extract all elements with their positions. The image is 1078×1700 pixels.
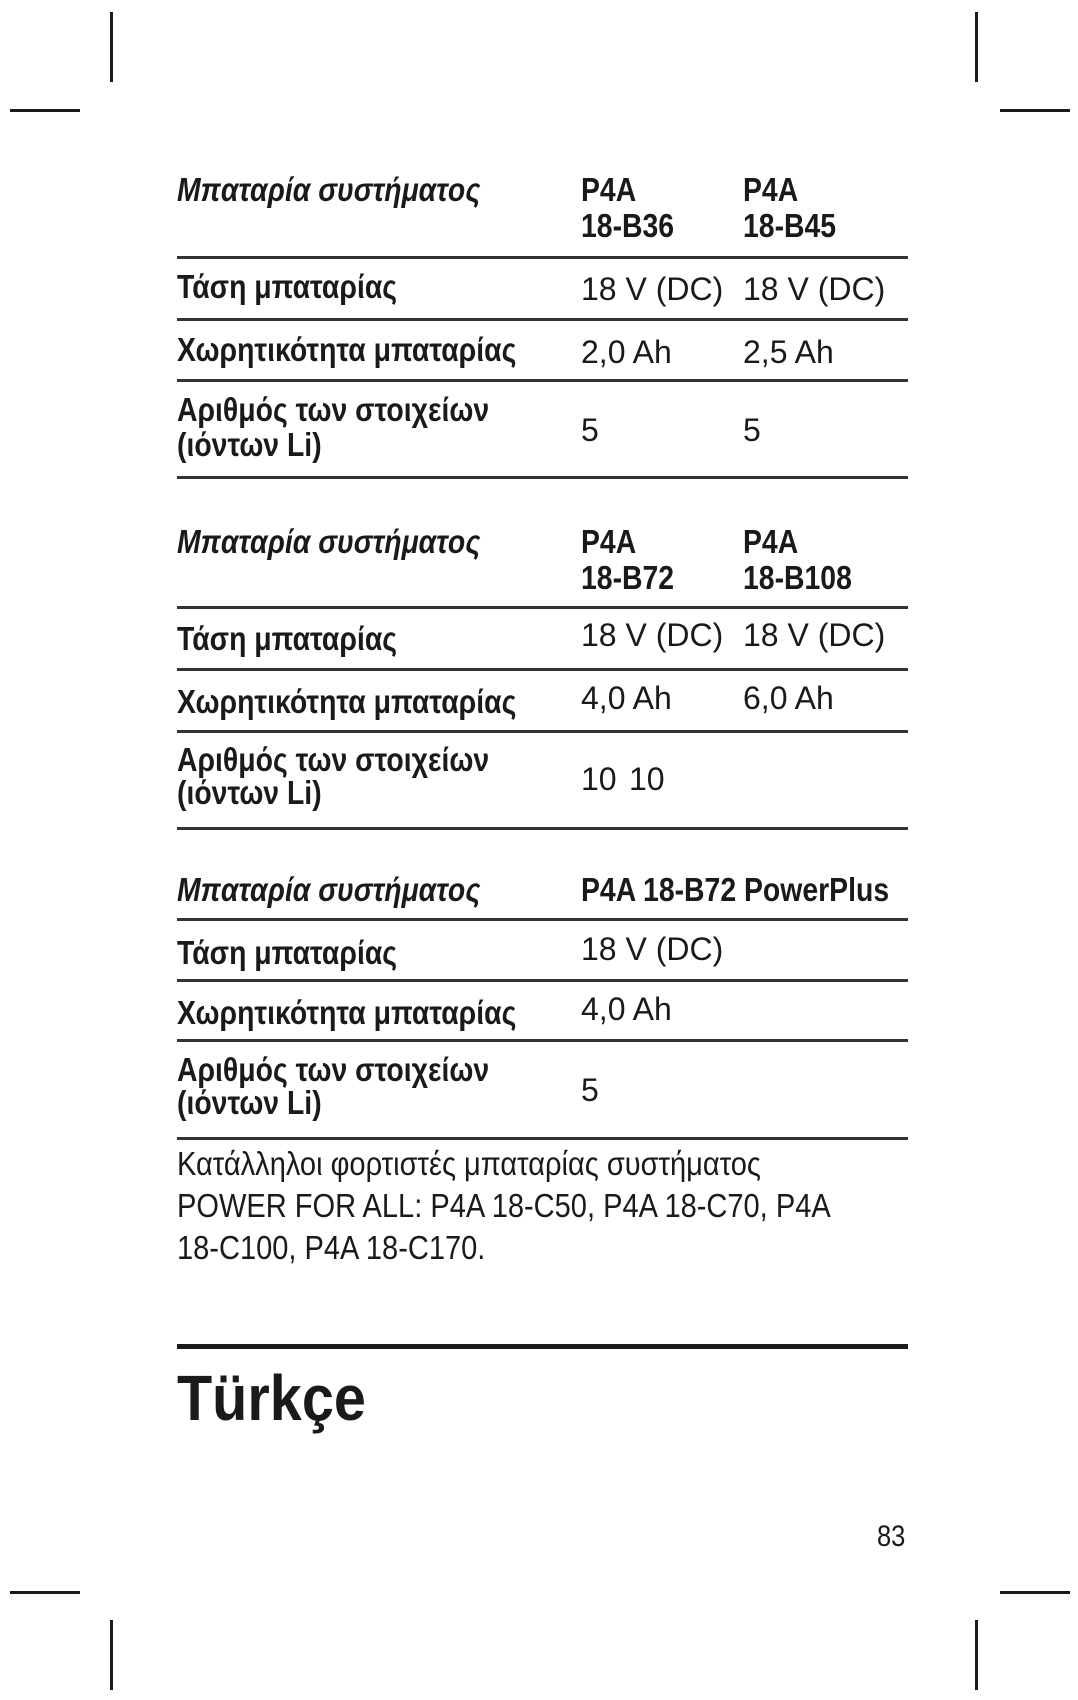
voltage-label: Τάση μπαταρίας	[177, 268, 398, 305]
table-header-row	[177, 522, 908, 609]
cells-col1: 10	[581, 761, 617, 797]
crop-mark-top-right-v	[975, 12, 978, 82]
page-number: 83	[877, 1520, 906, 1553]
cells-row	[177, 382, 908, 479]
header-label: Μπαταρία συστήματος	[177, 171, 481, 208]
cells-col2: 10	[629, 761, 665, 797]
crop-mark-top-left-h	[10, 109, 80, 112]
cells-label: Αριθμός των στοιχείων (ιόντων Li)	[177, 391, 490, 463]
crop-mark-bottom-right-h	[1000, 1591, 1070, 1594]
spec-table-2	[177, 522, 908, 830]
section-divider	[177, 1344, 908, 1349]
voltage-label: Τάση μπαταρίας	[177, 934, 398, 971]
voltage-label: Τάση μπαταρίας	[177, 620, 398, 657]
cells-col2: 5	[743, 412, 761, 448]
model-wide: P4A 18-B72 PowerPlus	[581, 871, 890, 908]
model-col1: P4A 18-B36	[581, 171, 675, 244]
capacity-col1: 2,0 Ah	[581, 334, 672, 370]
capacity-row	[177, 321, 908, 382]
cells-label: Αριθμός των στοιχείων (ιόντων Li)	[177, 1051, 490, 1121]
crop-mark-top-right-h	[1000, 109, 1070, 112]
compatible-chargers-note: Κατάλληλοι φορτιστές μπαταρίας συστήματος POWER FOR ALL: P4A 18-C50, P4A 18-C70, P4A 18-C100, P4A 18-C170.	[177, 1145, 831, 1266]
capacity-col2: 2,5 Ah	[743, 334, 834, 370]
crop-mark-bottom-left-v	[110, 1620, 113, 1690]
cells-value: 5	[581, 1072, 599, 1108]
crop-mark-top-left-v	[110, 12, 113, 82]
cells-label: Αριθμός των στοιχείων (ιόντων Li)	[177, 741, 490, 811]
voltage-row	[177, 921, 908, 982]
crop-mark-bottom-right-v	[975, 1620, 978, 1690]
capacity-row	[177, 982, 908, 1042]
crop-mark-bottom-left-h	[10, 1591, 80, 1594]
spec-table-1	[177, 170, 908, 479]
cells-row	[177, 733, 908, 830]
section-title: Türkçe	[177, 1362, 366, 1434]
model-col1: P4A 18-B72	[581, 523, 675, 596]
voltage-row	[177, 609, 908, 671]
spec-table-3	[177, 866, 908, 1140]
header-label: Μπαταρία συστήματος	[177, 523, 481, 560]
header-label: Μπαταρία συστήματος	[177, 871, 481, 908]
model-col2: P4A 18-B45	[743, 171, 837, 244]
voltage-value: 18 V (DC)	[581, 931, 724, 967]
voltage-col2: 18 V (DC)	[743, 271, 886, 307]
capacity-value: 4,0 Ah	[581, 991, 672, 1027]
capacity-label: Χωρητικότητα μπαταρίας	[177, 683, 517, 720]
voltage-col2: 18 V (DC)	[743, 617, 886, 653]
capacity-col1: 4,0 Ah	[581, 680, 672, 716]
capacity-col2: 6,0 Ah	[743, 680, 834, 716]
voltage-col1: 18 V (DC)	[581, 271, 724, 307]
capacity-label: Χωρητικότητα μπαταρίας	[177, 331, 517, 368]
voltage-col1: 18 V (DC)	[581, 617, 724, 653]
model-col2: P4A 18-B108	[743, 523, 852, 596]
cells-row	[177, 1042, 908, 1140]
capacity-label: Χωρητικότητα μπαταρίας	[177, 994, 517, 1031]
cells-col1: 5	[581, 412, 599, 448]
capacity-row	[177, 671, 908, 733]
table-header-row	[177, 170, 908, 259]
voltage-row	[177, 259, 908, 321]
table-header-row	[177, 866, 908, 921]
